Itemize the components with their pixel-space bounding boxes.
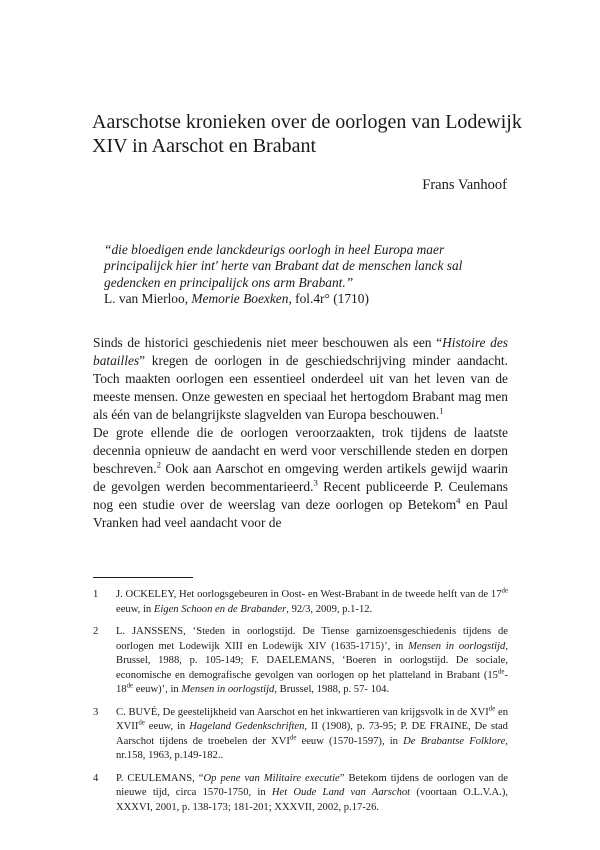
fn-italic: Mensen in oorlogstijd [408,640,506,652]
fn-italic: Hageland Gedenkschriften [189,721,305,732]
fn-part: eeuw)’, in [133,684,182,695]
footnote-1 [93,588,508,617]
fn-part: (voortaan O.L.V.A.), XXXVI, 2001, p. 138-173; 181-201; XXXVII, 2002, p.17-26. [116,787,509,813]
footnote-divider [93,577,193,578]
p2-text: Recent publiceerde P. Ceulemans nog een studie over de weerslag van deze oorlogen op Betekom [93,479,508,512]
p2-text: en Paul Vranken had veel aandacht voor de [93,497,508,530]
footnote-text [116,772,508,816]
fn-part: C. BUVÉ, De geestelijkheid van Aarschot en het inkwartieren van krijgsvolk in de XVI [116,706,489,718]
fn-sup: de [138,719,145,727]
article-author: Frans Vanhoof [422,177,507,193]
fn-sup: de [497,667,505,675]
fn-part: J. OCKELEY, Het oorlogsgebeuren in Oost- en West-Brabant in de tweede helft van de 17 [116,589,502,600]
footnote-3 [93,706,508,764]
fn-sup: de [126,682,134,690]
epigraph-work: Memorie Boexken [191,291,289,307]
p2-text: De grote ellende die de oorlogen veroorzaakten, trok tijdens de laatste decennia opnieuw de aandacht en werd voor verschillende steden en dorpen beschreven. [93,425,508,476]
epigraph-quote: “die bloedigen ende lanckdeurigs oorlogh in heel Europa maer principalijck hier int' herte van Brabant dat de menschen lanck sal gedencken en principalijck ons arm Brabant.” [104,242,463,290]
footnote-ref-2[interactable]: 2 [156,459,161,470]
footnote-number: 3 [93,706,99,718]
fn-part: eeuw, in [144,721,190,732]
fn-italic: Het Oude Land van Aarschot [271,787,411,798]
fn-italic: Mensen in oorlogstijd [181,684,275,695]
footnote-2 [93,625,508,698]
fn-sup: de [488,704,496,712]
footnote-text [116,706,508,764]
fn-italic: Op pene van Militaire executie [203,772,340,784]
footnote-4 [93,772,508,816]
body-text [93,334,508,532]
epigraph-ref: , fol.4r° (1710) [288,291,369,307]
fn-part: , Brussel, 1988, p. 105-149; F. DAELEMANS, ‘Boeren in oorlogstijd. De sociale, economische en demografische gevolgen van oorlogen op het platteland in Brabant (15 [116,640,508,681]
fn-part: ” Betekom tijdens de oorlogen van de nieuwe tijd, circa 1570-1750, in [116,772,508,798]
fn-part: eeuw, in [116,603,154,615]
footnotes [93,588,508,823]
epigraph-author: L. van Mierloo, [104,291,189,307]
fn-italic: Eigen Schoon en de Brabander [153,603,287,615]
p1-italic: Histoire des batailles [93,335,508,368]
fn-sup: de [289,733,297,741]
fn-italic: De Brabantse Folklore [403,735,506,747]
p2-text: Ook aan Aarschot en omgeving werden artikels gewijd waarin de gevolgen werden becommentarieerd. [93,461,508,494]
fn-part: , II (1908), p. 73-95; P. DE FRAINE, De stad Aarschot tijdens de troebelen der XVI [116,721,508,747]
fn-part: eeuw (1570-1597), in [296,735,404,747]
epigraph [104,242,514,308]
fn-part: , nr.158, 1963, p.149-182.. [116,735,508,761]
footnote-ref-1[interactable]: 1 [439,405,444,416]
footnote-number: 4 [93,772,99,784]
paragraph-1 [93,334,508,424]
fn-part: , 92/3, 2009, p.1-12. [286,603,373,615]
fn-part: , Brussel, 1988, p. 57- 104. [274,684,390,695]
paragraph-2 [93,424,508,532]
footnote-ref-3[interactable]: 3 [313,477,318,488]
footnote-text [116,588,508,617]
footnote-ref-4[interactable]: 4 [456,495,461,506]
footnote-number: 1 [93,589,99,600]
footnote-text [116,625,508,698]
p1-text: Sinds de historici geschiedenis niet meer beschouwen als een “ [93,335,443,350]
fn-part: -18 [116,669,508,695]
fn-sup: de [501,587,508,595]
footnote-number: 2 [93,626,99,637]
epigraph-attribution [104,291,514,307]
fn-part: P. CEULEMANS, “ [116,772,204,784]
fn-part: L. JANSSENS, ‘Steden in oorlogstijd. De Tiense garnizoensgeschiedenis tijdens de oorlogen met Lodewijk XIII en Lodewijk XIV (1635-1715)’, in [116,626,508,652]
fn-part: en XVII [116,706,508,732]
article-title: Aarschotse kronieken over de oorlogen van Lodewijk XIV in Aarschot en Brabant [92,111,522,157]
p1-text: ” kregen de oorlogen in de geschiedschrijving minder aandacht. Toch maakten oorlogen een essentieel onderdeel uit van het leven van de meeste mensen. Onze gewesten en speciaal het hertogdom Brabant mag men als één van de belangrijkste slagvelden van Europa beschouwen. [93,353,508,422]
